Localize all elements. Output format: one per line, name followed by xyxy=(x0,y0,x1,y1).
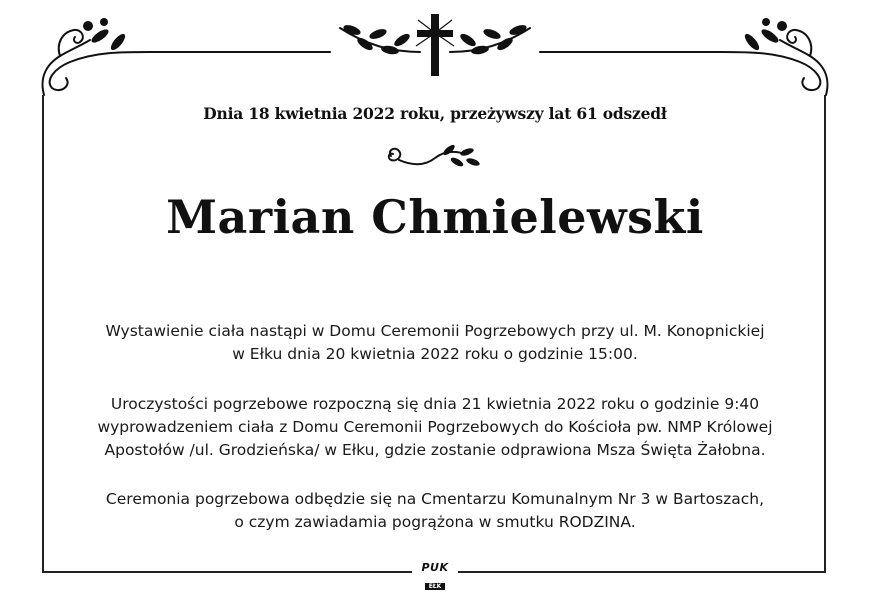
frame-right-border xyxy=(824,95,826,573)
ceremony-line-1: Uroczystości pogrzebowe rozpoczną się dnia 21 kwietnia 2022 roku o godzinie 9:40 xyxy=(110,395,760,413)
viewing-line-1: Wystawienie ciała nastąpi w Domu Ceremonii Pogrzebowych przy ul. M. Konopnickiej xyxy=(105,322,765,340)
logo-text-bottom: EŁK xyxy=(425,583,446,590)
viewing-line-2: w Ełku dnia 20 kwietnia 2022 roku o godzinie 15:00. xyxy=(232,345,638,363)
ceremony-line-3: Apostołów /ul. Grodzieńska/ w Ełku, gdzie zostanie odprawiona Msza Święta Żałobna. xyxy=(104,441,766,459)
frame-bottom-border-right xyxy=(458,571,826,573)
top-ornament xyxy=(0,0,870,100)
burial-paragraph xyxy=(50,488,820,534)
logo-text-top: PUK xyxy=(421,561,449,574)
frame-bottom-border-left xyxy=(42,571,412,573)
burial-line-1: Ceremonia pogrzebowa odbędzie się na Cmentarzu Komunalnym Nr 3 w Bartoszach, xyxy=(105,490,765,508)
viewing-paragraph xyxy=(50,320,820,366)
deceased-name: Marian Chmielewski xyxy=(166,190,704,244)
burial-line-2: o czym zawiadamia pogrążona w smutku RODZINA. xyxy=(234,513,636,531)
ceremony-paragraph xyxy=(50,393,820,462)
puk-logo xyxy=(413,561,457,590)
ceremony-line-2: wyprowadzeniem ciała z Domu Ceremonii Pogrzebowych do Kościoła pw. NMP Królowej xyxy=(97,418,773,436)
death-date-line: Dnia 18 kwietnia 2022 roku, przeżywszy lat 61 odszedł xyxy=(203,104,667,123)
frame-left-border xyxy=(42,95,44,573)
leaf-scroll-icon xyxy=(383,140,487,174)
